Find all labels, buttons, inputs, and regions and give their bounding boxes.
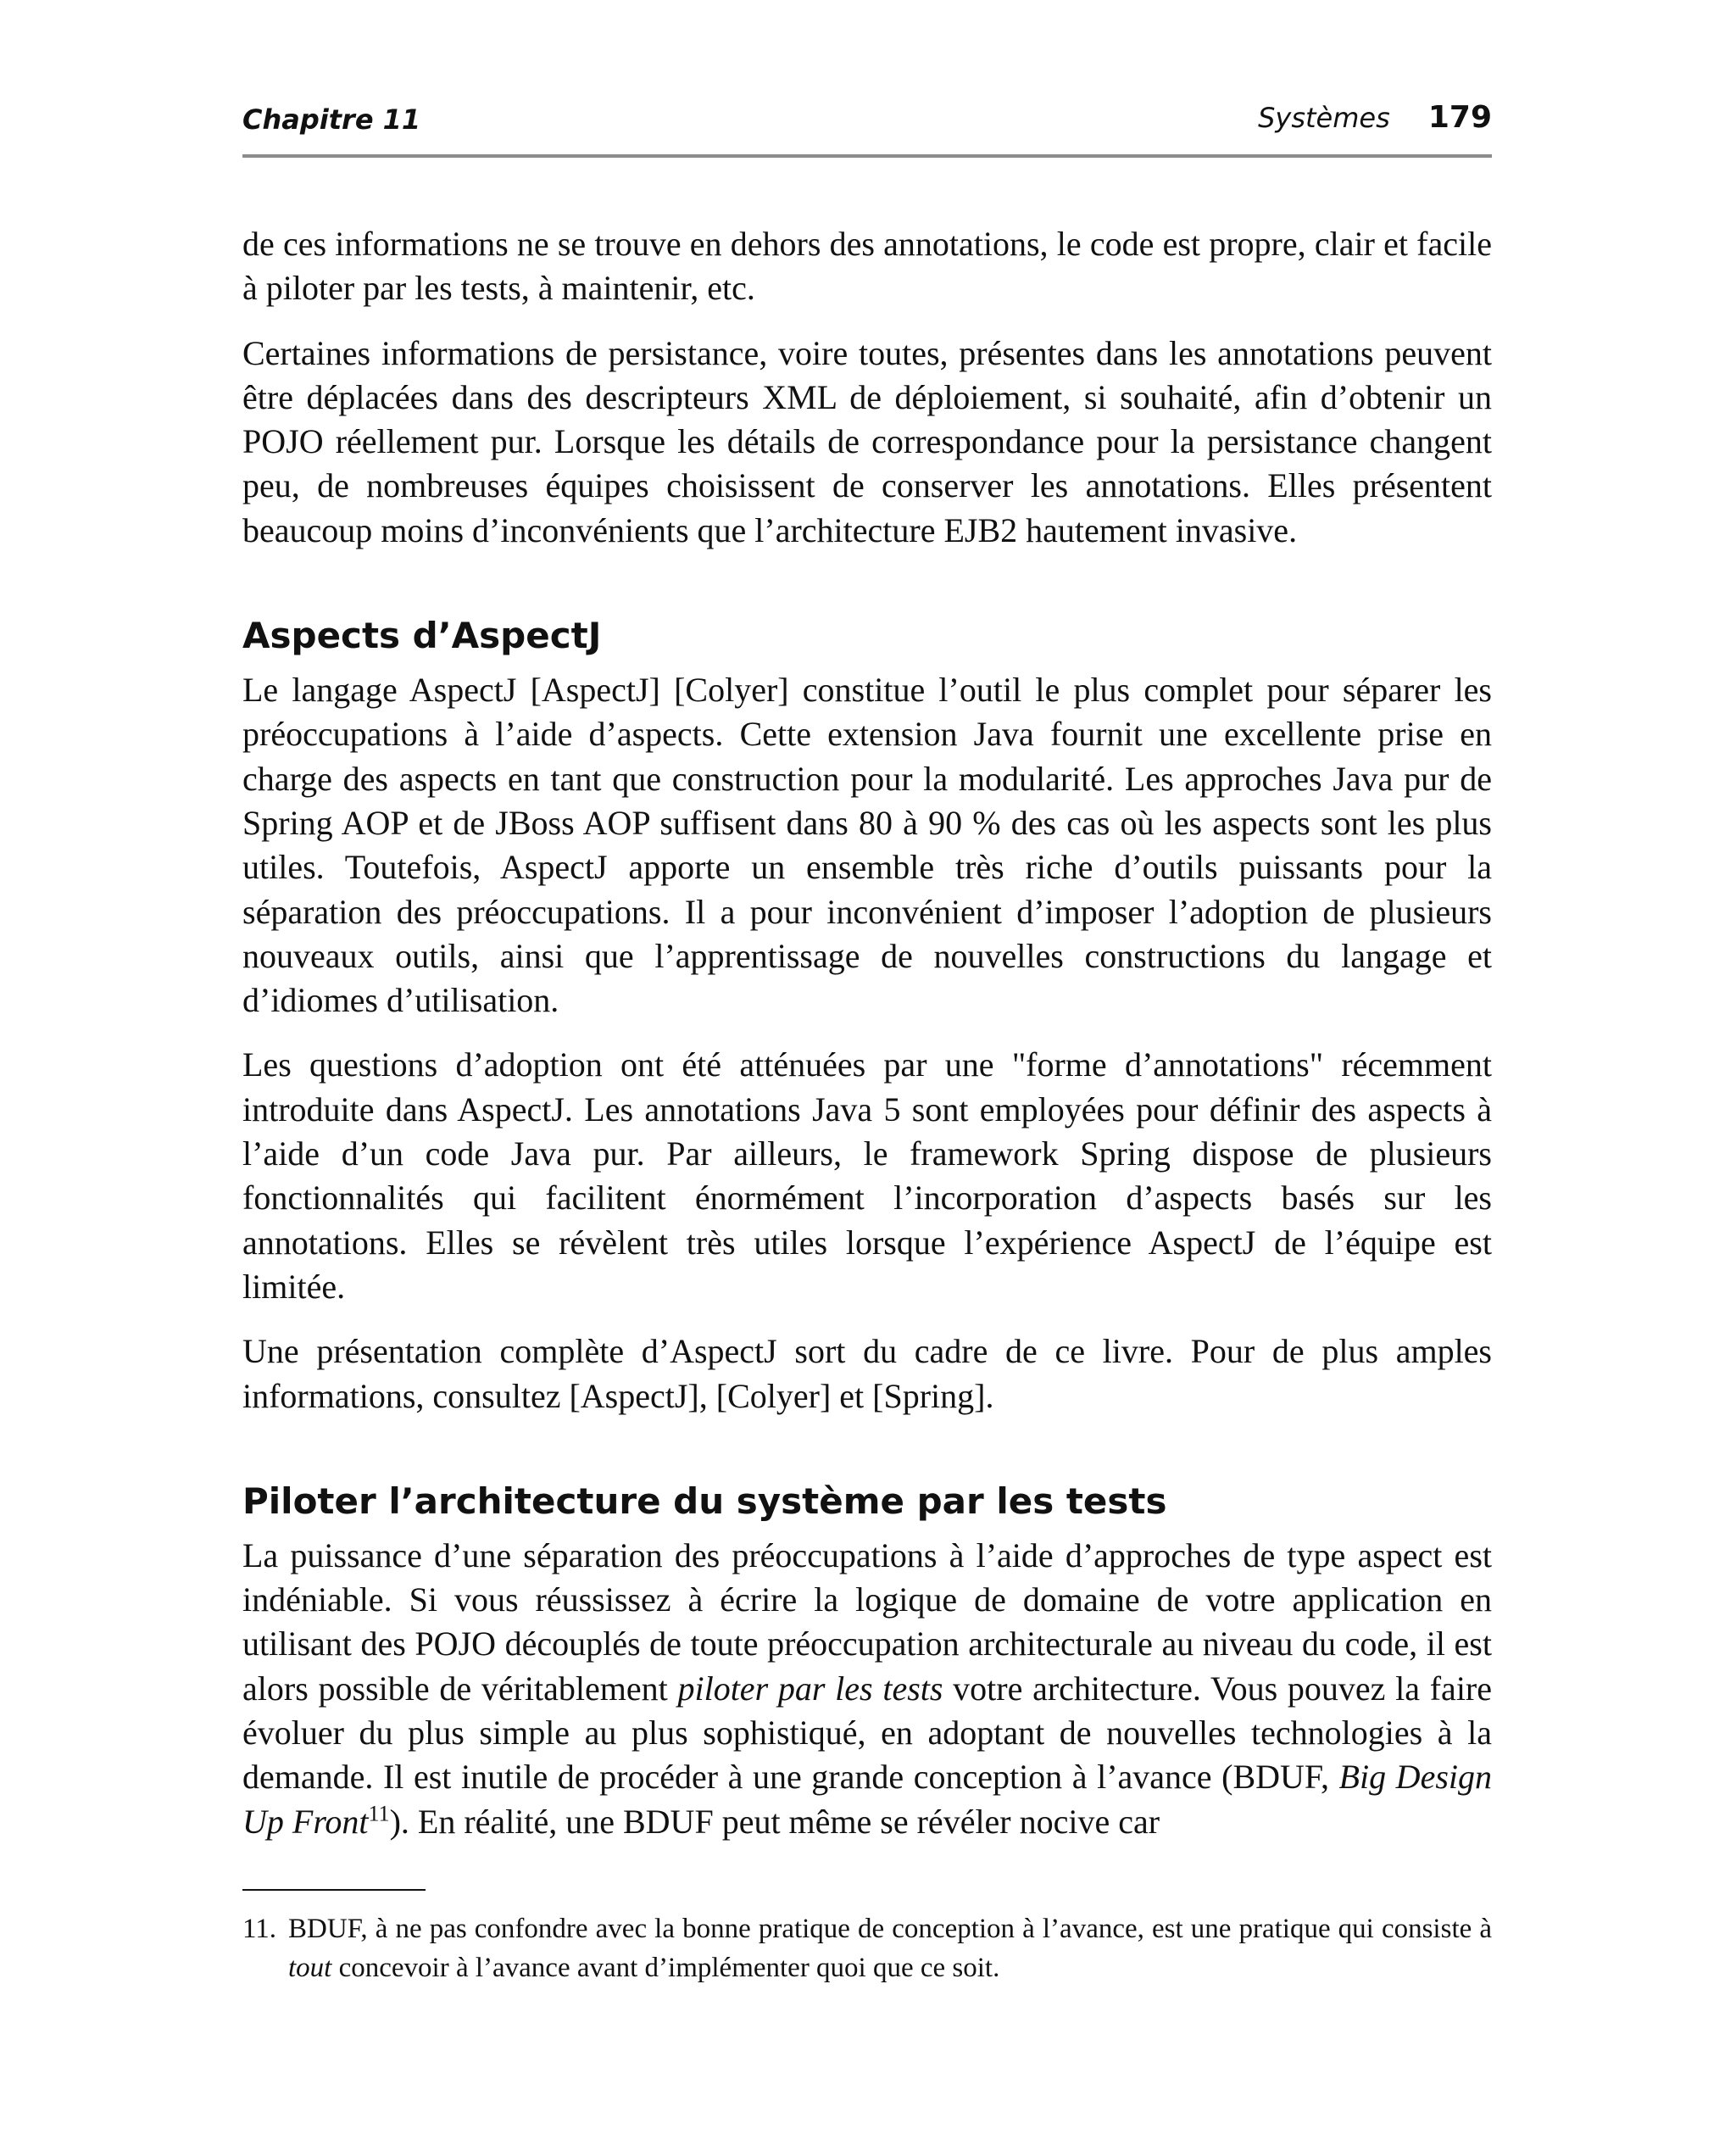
footnote-text <box>288 1909 1492 1987</box>
running-header <box>242 100 1492 158</box>
section-title: Systèmes <box>1258 101 1390 134</box>
italic-word: tout <box>288 1953 332 1983</box>
chapter-label: Chapitre 11 <box>242 103 421 136</box>
section-heading-tests: Piloter l’architecture du système par les tests <box>242 1480 1167 1522</box>
footnote <box>242 1909 1492 1987</box>
paragraph: Les questions d’adoption ont été atténuées par une "forme d’annotations" récemment introduite dans AspectJ. Les annotations Java 5 sont employées pour définir des aspects à l’aide d’un code Java pur. Par ailleurs, le framework Spring dispose de plusieurs fonctionnalités qui facilitent énormément l’incorporation d’aspects basés sur les annotations. Elles se révèlent très utiles lorsque l’expérience AspectJ de l’équipe est limitée. <box>242 1045 1492 1306</box>
footnote-number: 11. <box>242 1914 277 1944</box>
text-run: ). En réalité, une BDUF peut même se révéler nocive car <box>389 1802 1160 1841</box>
text-run: concevoir à l’avance avant d’implémenter quoi que ce soit. <box>331 1953 1000 1983</box>
text-run: votre architecture. Vous pouvez la faire évoluer du plus simple au plus sophistiqué, en adoptant de nouvelles technologies à la demande. Il est inutile de procéder à une grande conception à l’avance (BDUF, <box>242 1669 1493 1797</box>
paragraph: Le langage AspectJ [AspectJ] [Colyer] constitue l’outil le plus complet pour séparer les préoccupations à l’aide d’aspects. Cette extension Java fournit une excellente prise en charge des aspects en tant que construction pour la modularité. Les approches Java pur de Spring AOP et de JBoss AOP suffisent dans 80 à 90 % des cas où les aspects sont les plus utiles. Toutefois, AspectJ apporte un ensemble très riche d’outils puissants pour la séparation des préoccupations. Il a pour inconvénient d’imposer l’adoption de plusieurs nouveaux outils, ainsi que l’apprentissage de nouvelles constructions du langage et d’idiomes d’utilisation. <box>242 671 1492 1020</box>
paragraph: Une présentation complète d’AspectJ sort du cadre de ce livre. Pour de plus amples informations, consultez [AspectJ], [Colyer] et [Spring]. <box>242 1332 1492 1415</box>
text-run: La puissance d’une séparation des préoccupations à l’aide d’approches de type aspect est indéniable. Si vous réussissez à écrire la logique de domaine de votre application en utilisant des POJO découplés de toute préoccupation architecturale au niveau du code, il est alors possible de véritablement <box>242 1535 1492 1708</box>
text-run: BDUF, à ne pas confondre avec la bonne pratique de conception à l’avance, est une pratique qui consiste à <box>288 1914 1492 1944</box>
italic-phrase: piloter par les tests <box>677 1669 943 1708</box>
section-heading-aspectj: Aspects d’AspectJ <box>242 615 602 657</box>
italic-phrase: Big Design Up Front <box>242 1758 1492 1841</box>
paragraph: de ces informations ne se trouve en dehors des annotations, le code est propre, clair et facile à piloter par les tests, à maintenir, etc. <box>242 225 1492 308</box>
footnotes <box>242 1909 1492 1987</box>
paragraph <box>242 1534 1492 1844</box>
footnote-reference[interactable]: 11 <box>368 1801 390 1826</box>
page-number: 179 <box>1427 100 1492 135</box>
header-right <box>1258 100 1492 135</box>
footnote-separator <box>242 1889 426 1891</box>
paragraph: Certaines informations de persistance, voire toutes, présentes dans les annotations peuvent être déplacées dans des descripteurs XML de déploiement, si souhaité, afin d’obtenir un POJO réellement pur. Lorsque les détails de correspondance pour la persistance changent peu, de nombreuses équipes choisissent de conserver les annotations. Elles présentent beaucoup moins d’inconvénients que l’architecture EJB2 hautement invasive. <box>242 333 1492 549</box>
body-text <box>242 222 1492 1864</box>
